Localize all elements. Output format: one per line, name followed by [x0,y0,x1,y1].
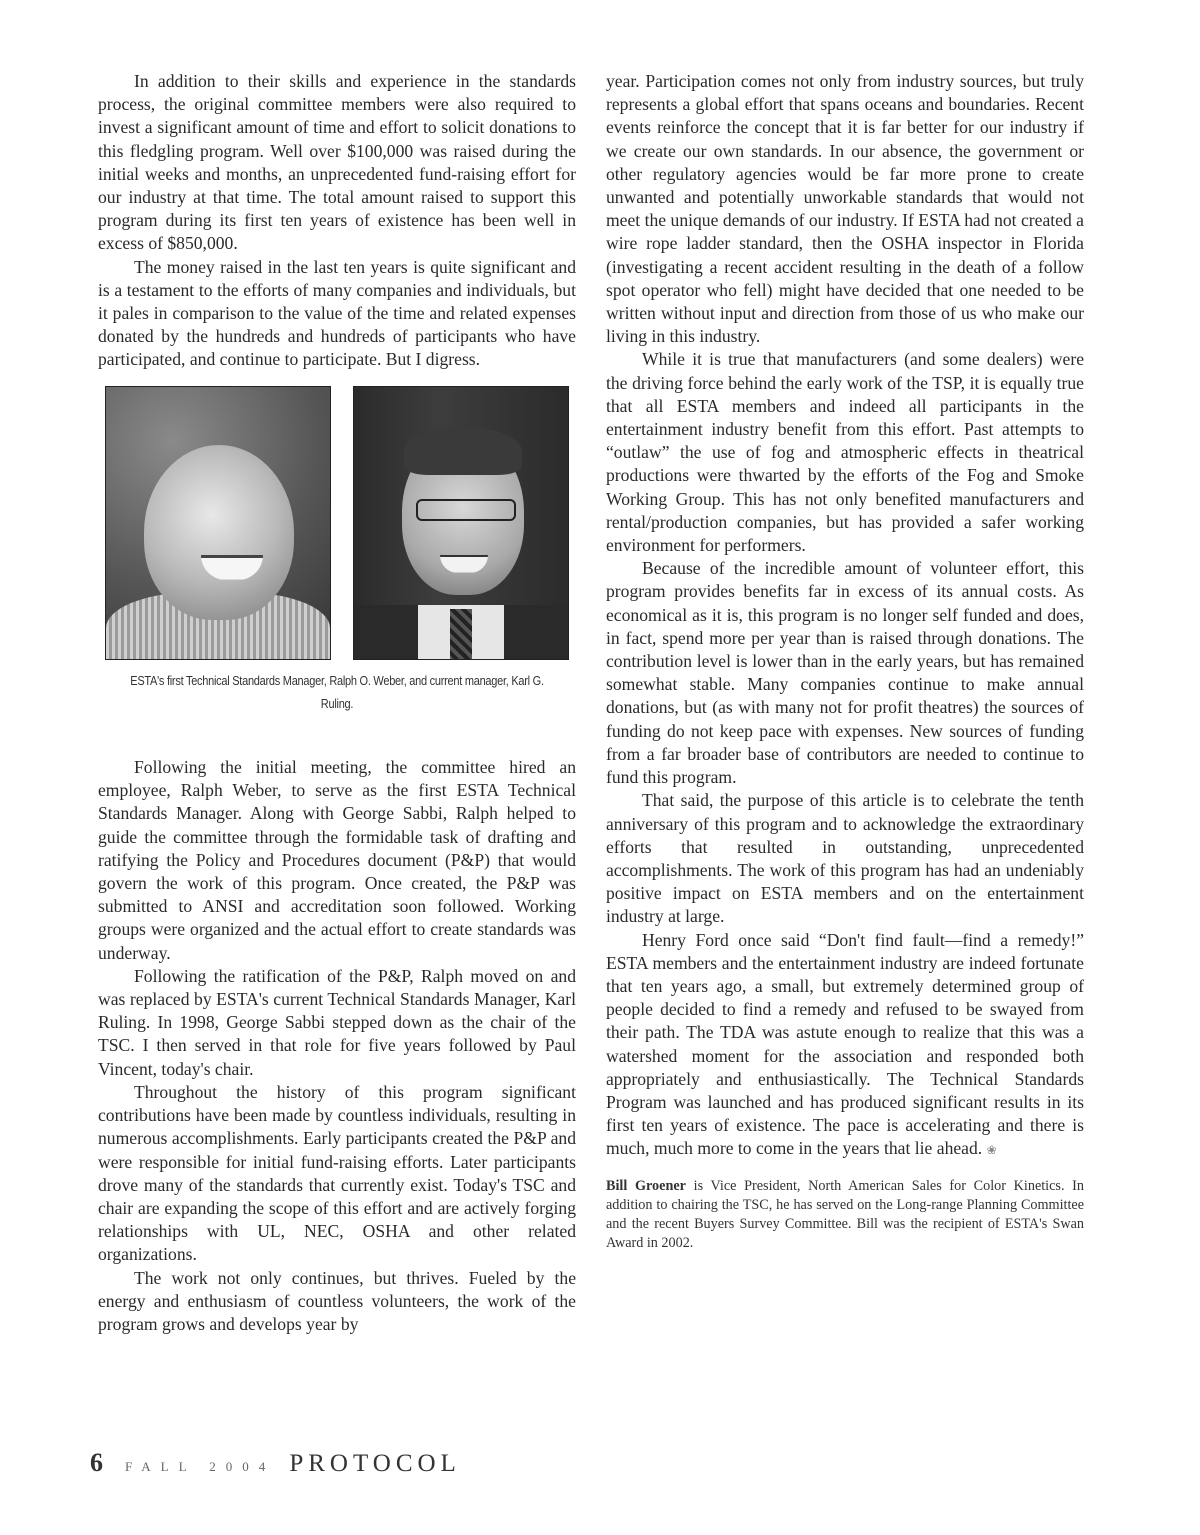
photo-figure [98,386,576,716]
paragraph: While it is true that manufacturers (and some dealers) were the driving force behind the early work of the TSP, it is equally true that all ESTA members and indeed all participants in the entertainment industry benefit from this effort. Past attempts to “outlaw” the use of fog and atmospheric effects in theatrical productions were thwarted by the efforts of the Fog and Smoke Working Group. This has not only benefited manufacturers and rental/production companies, but has provided a safer working environment for performers. [606,349,1084,556]
paragraph: Throughout the history of this program significant contributions have been made by countless individuals, resulting in numerous accomplishments. Early participants created the P&P and were responsible for initial fund-raising efforts. Later participants drove many of the standards that currently exist. Today's TSC and chair are expanding the scope of this effort and are actively forging relationships with UL, NEC, OSHA and other related organizations. [98,1081,576,1265]
paragraph: That said, the purpose of this article is to celebrate the tenth anniversary of this program and to acknowledge the extraordinary efforts that resulted in outstanding, unprecedented accomplishments. The work of this program has had an undeniably positive impact on ESTA members and on the entertainment industry at large. [606,790,1084,927]
issue-season: FALL 2004 [125,1459,276,1474]
author-bio [606,1177,1084,1253]
end-mark-icon: ❀ [986,1143,997,1158]
paragraph: year. Participation comes not only from industry sources, but truly represents a global effort that spans oceans and boundaries. Recent events reinforce the concept that it is far better for our industry if we create our own standards. In our absence, the government or other regulatory agencies would be far more prone to create unwanted and potentially unworkable standards that would not meet the unique demands of our industry. If ESTA had not created a wire rope ladder standard, then the OSHA inspector in Florida (investigating a recent accident resulting in the death of a follow spot operator who fell) might have decided that one needed to be written without input and direction from those of us who make our living in this industry. [606,71,1084,347]
paragraph-text: Henry Ford once said “Don't find fault—find a remedy!” ESTA members and the entertainment industry are indeed fortunate that ten years ago, a small, but extremely determined group of people decided to find a remedy and refused to be swayed from their path. The TDA was astute enough to realize that this was a watershed moment for the association and responded both appropriately and enthusiastically. The Technical Standards Program was launched and has produced significant results in its first ten years of existence. The pace is accelerating and there is much, much more to come in the years that lie ahead. [606,929,1084,1159]
paragraph: Following the ratification of the P&P, Ralph moved on and was replaced by ESTA's current Technical Standards Manager, Karl Ruling. In 1998, George Sabbi stepped down as the chair of the TSC. I then served in that role for five years followed by Paul Vincent, today's chair. [98,965,576,1079]
paragraph: In addition to their skills and experience in the standards process, the original committee members were also required to invest a significant amount of time and effort to solicit donations to this fledgling program. Well over $100,000 was raised during the initial weeks and months, an unprecedented fund-raising effort for our industry at that time. The total amount raised to support this program during its first ten years of existence has been well in excess of $850,000. [98,71,576,254]
photo-row [98,386,576,660]
paragraph-last [606,929,1084,1163]
paragraph: The work not only continues, but thrives. Fueled by the energy and enthusiasm of countless volunteers, the work of the program grows and develops year by [98,1267,576,1334]
page-footer [90,1448,461,1478]
paragraph: Following the initial meeting, the committee hired an employee, Ralph Weber, to serve as the first ESTA Technical Standards Manager. Along with George Sabbi, Ralph helped to guide the committee through the formidable task of drafting and ratifying the Policy and Procedures document (P&P) that would govern the work of this program. Once created, the P&P was submitted to ANSI and accreditation soon followed. Working groups were organized and the actual effort to create standards was underway. [98,757,576,963]
paragraph: The money raised in the last ten years is quite significant and is a testament to the efforts of many companies and individuals, but it pales in comparison to the value of the time and related expenses donated by the hundreds and hundreds of participants who have participated, and continue to participate. But I digress. [98,256,576,370]
right-column [606,70,1084,1253]
photo-karl-ruling [353,386,569,660]
magazine-title: PROTOCOL [289,1450,461,1477]
photo-caption: ESTA's first Technical Standards Manager, Ralph O. Weber, and current manager, Karl G. Ruling. [130,673,544,711]
author-name: Bill Groener [606,1177,686,1194]
left-column [98,70,576,1336]
paragraph: Because of the incredible amount of volunteer effort, this program provides benefits far in excess of its annual costs. As economical as it is, this program is no longer self funded and does, in fact, spend more per year than is raised through donations. The contribution level is lower than in the early years, but has remained somewhat stable. Many companies continue to make annual donations, but (as with many not for profit theatres) the sources of funding do not keep pace with expenses. New sources of funding from a far broader base of contributors are needed to continue to fund this program. [606,558,1084,788]
author-bio-text: is Vice President, North American Sales for Color Kinetics. In addition to chairing the TSC, he has served on the Long-range Planning Committee and the recent Buyers Survey Committee. Bill was the recipient of ESTA's Swan Award in 2002. [606,1177,1084,1251]
page-number: 6 [90,1448,103,1477]
photo-ralph-weber [105,386,331,660]
